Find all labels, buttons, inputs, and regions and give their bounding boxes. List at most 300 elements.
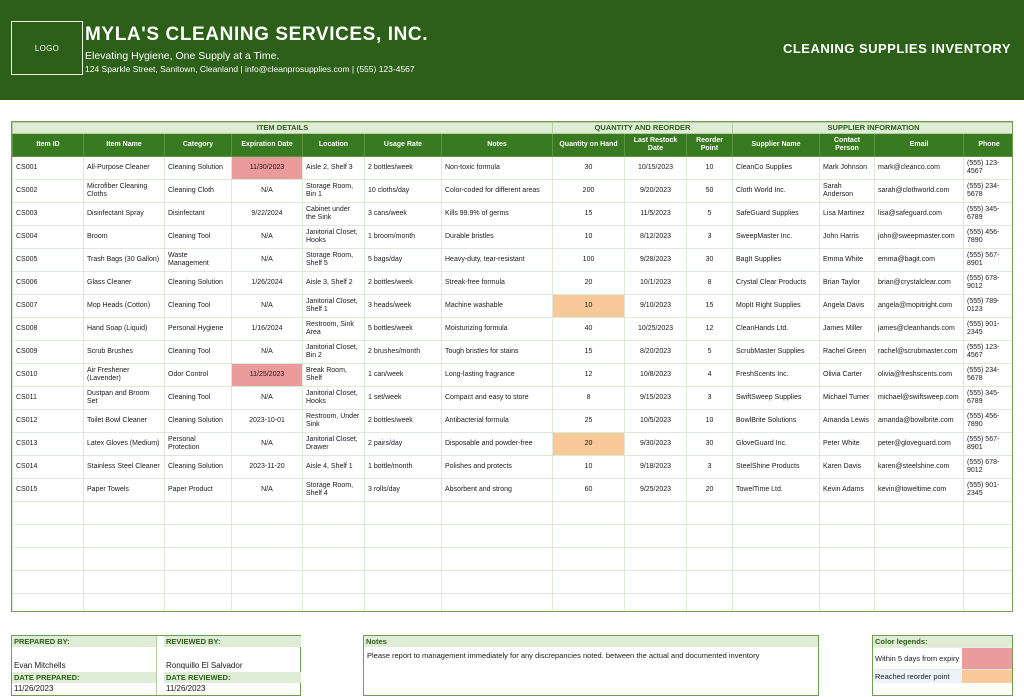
table-cell[interactable]: All-Purpose Cleaner [84, 157, 165, 180]
table-cell[interactable]: CS014 [13, 456, 84, 479]
table-cell[interactable]: SweepMaster Inc. [733, 226, 820, 249]
empty-cell[interactable] [820, 548, 875, 571]
table-cell[interactable]: Angela Davis [820, 295, 875, 318]
empty-cell[interactable] [84, 571, 165, 594]
empty-cell[interactable] [442, 502, 553, 525]
table-cell[interactable]: 25 [553, 410, 625, 433]
table-cell[interactable]: CleanHands Ltd. [733, 318, 820, 341]
column-header[interactable]: Location [303, 134, 365, 157]
table-cell[interactable]: Kills 99.9% of germs [442, 203, 553, 226]
table-cell[interactable]: Aisle 4, Shelf 1 [303, 456, 365, 479]
table-cell[interactable]: 20 [553, 433, 625, 456]
table-cell[interactable]: 4 [687, 364, 733, 387]
table-cell[interactable]: brian@crystalclear.com [875, 272, 964, 295]
table-cell[interactable]: 10 [687, 410, 733, 433]
table-cell[interactable]: (555) 345-6789 [964, 203, 1013, 226]
table-cell[interactable]: 200 [553, 180, 625, 203]
empty-cell[interactable] [875, 594, 964, 613]
empty-cell[interactable] [303, 571, 365, 594]
empty-cell[interactable] [553, 594, 625, 613]
empty-cell[interactable] [625, 502, 687, 525]
table-cell[interactable]: kevin@toweltime.com [875, 479, 964, 502]
table-cell[interactable]: angela@mopitright.com [875, 295, 964, 318]
table-cell[interactable]: 11/25/2023 [232, 364, 303, 387]
table-cell[interactable]: 9/28/2023 [625, 249, 687, 272]
empty-cell[interactable] [687, 594, 733, 613]
table-cell[interactable]: (555) 456-7890 [964, 226, 1013, 249]
table-cell[interactable]: Karen Davis [820, 456, 875, 479]
table-cell[interactable]: 11/30/2023 [232, 157, 303, 180]
table-cell[interactable]: 1 bottle/month [365, 456, 442, 479]
empty-cell[interactable] [365, 571, 442, 594]
table-cell[interactable]: 10/15/2023 [625, 157, 687, 180]
table-cell[interactable]: 20 [553, 272, 625, 295]
column-header[interactable]: Quantity on Hand [553, 134, 625, 157]
empty-cell[interactable] [442, 525, 553, 548]
table-cell[interactable]: Broom [84, 226, 165, 249]
empty-cell[interactable] [625, 525, 687, 548]
table-cell[interactable]: Break Room, Shelf [303, 364, 365, 387]
table-cell[interactable]: 3 cans/week [365, 203, 442, 226]
table-cell[interactable]: Janitorial Closet, Hooks [303, 226, 365, 249]
table-cell[interactable]: 30 [687, 249, 733, 272]
empty-cell[interactable] [733, 525, 820, 548]
table-cell[interactable]: Stainless Steel Cleaner [84, 456, 165, 479]
table-cell[interactable]: Machine washable [442, 295, 553, 318]
table-cell[interactable]: TowelTime Ltd. [733, 479, 820, 502]
table-cell[interactable]: Toilet Bowl Cleaner [84, 410, 165, 433]
empty-row[interactable] [13, 502, 1014, 525]
table-cell[interactable]: Cleaning Cloth [165, 180, 232, 203]
empty-row[interactable] [13, 594, 1014, 613]
table-cell[interactable]: karen@steelshine.com [875, 456, 964, 479]
empty-cell[interactable] [820, 502, 875, 525]
table-cell[interactable]: Disposable and powder-free [442, 433, 553, 456]
table-cell[interactable]: Cloth World Inc. [733, 180, 820, 203]
table-cell[interactable]: 5 bottles/week [365, 318, 442, 341]
table-cell[interactable]: SteelShine Products [733, 456, 820, 479]
table-cell[interactable]: John Harris [820, 226, 875, 249]
empty-cell[interactable] [165, 571, 232, 594]
column-header[interactable]: Reorder Point [687, 134, 733, 157]
column-header[interactable]: Contact Person [820, 134, 875, 157]
table-cell[interactable]: CS012 [13, 410, 84, 433]
table-cell[interactable]: CleanCo Supplies [733, 157, 820, 180]
table-cell[interactable]: Janitorial Closet, Shelf 1 [303, 295, 365, 318]
table-cell[interactable]: Dustpan and Broom Set [84, 387, 165, 410]
empty-cell[interactable] [303, 594, 365, 613]
table-cell[interactable]: N/A [232, 180, 303, 203]
empty-cell[interactable] [553, 571, 625, 594]
table-cell[interactable]: lisa@safeguard.com [875, 203, 964, 226]
table-cell[interactable]: Disinfectant Spray [84, 203, 165, 226]
column-header[interactable]: Usage Rate [365, 134, 442, 157]
table-cell[interactable]: Microfiber Cleaning Cloths [84, 180, 165, 203]
table-row[interactable] [13, 272, 1014, 295]
table-cell[interactable]: Cleaning Tool [165, 226, 232, 249]
table-cell[interactable]: emma@bagit.com [875, 249, 964, 272]
table-row[interactable] [13, 157, 1014, 180]
table-cell[interactable]: Mop Heads (Cotton) [84, 295, 165, 318]
empty-cell[interactable] [964, 571, 1013, 594]
table-cell[interactable]: ScrubMaster Supplies [733, 341, 820, 364]
table-cell[interactable]: 50 [687, 180, 733, 203]
table-cell[interactable]: Streak-free formula [442, 272, 553, 295]
table-cell[interactable]: 9/30/2023 [625, 433, 687, 456]
table-cell[interactable]: Long-lasting fragrance [442, 364, 553, 387]
empty-cell[interactable] [84, 594, 165, 613]
table-cell[interactable]: 2023-10-01 [232, 410, 303, 433]
table-cell[interactable]: 10/25/2023 [625, 318, 687, 341]
table-cell[interactable]: 1 broom/month [365, 226, 442, 249]
empty-cell[interactable] [733, 548, 820, 571]
empty-cell[interactable] [733, 571, 820, 594]
table-cell[interactable]: Color-coded for different areas [442, 180, 553, 203]
empty-cell[interactable] [964, 548, 1013, 571]
table-cell[interactable]: Latex Gloves (Medium) [84, 433, 165, 456]
table-cell[interactable]: (555) 901-2345 [964, 318, 1013, 341]
empty-cell[interactable] [687, 502, 733, 525]
table-cell[interactable]: 30 [553, 157, 625, 180]
table-cell[interactable]: Trash Bags (30 Gallon) [84, 249, 165, 272]
table-cell[interactable]: N/A [232, 249, 303, 272]
date-reviewed-value[interactable]: 11/26/2023 [166, 684, 206, 693]
empty-cell[interactable] [687, 525, 733, 548]
empty-cell[interactable] [303, 548, 365, 571]
table-cell[interactable]: N/A [232, 479, 303, 502]
table-row[interactable] [13, 203, 1014, 226]
empty-cell[interactable] [553, 525, 625, 548]
table-cell[interactable]: 1/26/2024 [232, 272, 303, 295]
table-cell[interactable]: Restroom, Under Sink [303, 410, 365, 433]
table-cell[interactable]: (555) 345-6789 [964, 387, 1013, 410]
table-cell[interactable]: 1/16/2024 [232, 318, 303, 341]
empty-cell[interactable] [875, 525, 964, 548]
table-cell[interactable]: 3 heads/week [365, 295, 442, 318]
column-header[interactable]: Supplier Name [733, 134, 820, 157]
table-cell[interactable]: john@sweepmaster.com [875, 226, 964, 249]
table-row[interactable] [13, 318, 1014, 341]
empty-cell[interactable] [442, 594, 553, 613]
table-cell[interactable]: James Miller [820, 318, 875, 341]
table-cell[interactable]: Lisa Martinez [820, 203, 875, 226]
table-cell[interactable]: 8 [687, 272, 733, 295]
table-cell[interactable]: 3 [687, 387, 733, 410]
table-cell[interactable]: Amanda Lewis [820, 410, 875, 433]
table-cell[interactable]: (555) 234-5678 [964, 180, 1013, 203]
table-cell[interactable]: rachel@scrubmaster.com [875, 341, 964, 364]
table-cell[interactable]: (555) 456-7890 [964, 410, 1013, 433]
table-cell[interactable]: 8/12/2023 [625, 226, 687, 249]
table-cell[interactable]: Crystal Clear Products [733, 272, 820, 295]
table-cell[interactable]: 3 rolls/day [365, 479, 442, 502]
table-cell[interactable]: 10 [687, 157, 733, 180]
table-cell[interactable]: Odor Control [165, 364, 232, 387]
column-header[interactable]: Expiration Date [232, 134, 303, 157]
table-cell[interactable]: Peter White [820, 433, 875, 456]
table-cell[interactable]: Janitorial Closet, Bin 2 [303, 341, 365, 364]
table-cell[interactable]: 10 [553, 226, 625, 249]
empty-cell[interactable] [232, 594, 303, 613]
table-cell[interactable]: Durable bristles [442, 226, 553, 249]
table-cell[interactable]: CS013 [13, 433, 84, 456]
table-cell[interactable]: N/A [232, 433, 303, 456]
table-cell[interactable]: 1 set/week [365, 387, 442, 410]
table-cell[interactable]: mark@cleanco.com [875, 157, 964, 180]
table-cell[interactable]: Emma White [820, 249, 875, 272]
table-cell[interactable]: Scrub Brushes [84, 341, 165, 364]
empty-cell[interactable] [13, 525, 84, 548]
empty-cell[interactable] [84, 548, 165, 571]
table-row[interactable] [13, 410, 1014, 433]
table-cell[interactable]: FreshScents Inc. [733, 364, 820, 387]
empty-cell[interactable] [964, 525, 1013, 548]
table-cell[interactable]: Personal Protection [165, 433, 232, 456]
table-cell[interactable]: peter@gloveguard.com [875, 433, 964, 456]
table-cell[interactable]: 12 [553, 364, 625, 387]
table-cell[interactable]: 2 bottles/week [365, 272, 442, 295]
table-cell[interactable]: Cleaning Solution [165, 456, 232, 479]
column-header[interactable]: Item Name [84, 134, 165, 157]
table-cell[interactable]: (555) 234-5678 [964, 364, 1013, 387]
table-cell[interactable]: (555) 789-0123 [964, 295, 1013, 318]
table-cell[interactable]: 3 [687, 456, 733, 479]
table-cell[interactable]: Non-toxic formula [442, 157, 553, 180]
table-cell[interactable]: CS006 [13, 272, 84, 295]
table-cell[interactable]: (555) 567-8901 [964, 249, 1013, 272]
table-cell[interactable]: (555) 123-4567 [964, 157, 1013, 180]
table-cell[interactable]: Rachel Green [820, 341, 875, 364]
empty-cell[interactable] [13, 571, 84, 594]
table-cell[interactable]: 5 [687, 341, 733, 364]
table-cell[interactable]: 10/8/2023 [625, 364, 687, 387]
table-cell[interactable]: Cleaning Tool [165, 295, 232, 318]
empty-cell[interactable] [733, 594, 820, 613]
table-cell[interactable]: Storage Room, Shelf 4 [303, 479, 365, 502]
table-cell[interactable]: CS002 [13, 180, 84, 203]
table-cell[interactable]: CS005 [13, 249, 84, 272]
table-cell[interactable]: Storage Room, Shelf 5 [303, 249, 365, 272]
table-cell[interactable]: Cleaning Tool [165, 387, 232, 410]
table-cell[interactable]: Absorbent and strong [442, 479, 553, 502]
empty-cell[interactable] [13, 548, 84, 571]
table-cell[interactable]: 3 [687, 226, 733, 249]
table-cell[interactable]: 10 [553, 295, 625, 318]
empty-cell[interactable] [687, 571, 733, 594]
table-cell[interactable]: CS015 [13, 479, 84, 502]
table-cell[interactable]: CS007 [13, 295, 84, 318]
empty-cell[interactable] [13, 502, 84, 525]
table-cell[interactable]: Aisle 3, Shelf 2 [303, 272, 365, 295]
table-row[interactable] [13, 479, 1014, 502]
table-cell[interactable]: michael@swiftsweep.com [875, 387, 964, 410]
table-cell[interactable]: 15 [553, 203, 625, 226]
table-cell[interactable]: 2 pairs/day [365, 433, 442, 456]
column-header[interactable]: Phone [964, 134, 1013, 157]
table-cell[interactable]: Paper Product [165, 479, 232, 502]
empty-cell[interactable] [687, 548, 733, 571]
table-cell[interactable]: Brian Taylor [820, 272, 875, 295]
table-cell[interactable]: Cleaning Solution [165, 410, 232, 433]
empty-row[interactable] [13, 548, 1014, 571]
table-cell[interactable]: (555) 567-8901 [964, 433, 1013, 456]
table-cell[interactable]: Personal Hygiene [165, 318, 232, 341]
table-cell[interactable]: Kevin Adams [820, 479, 875, 502]
empty-cell[interactable] [964, 594, 1013, 613]
table-cell[interactable]: Glass Cleaner [84, 272, 165, 295]
table-cell[interactable]: (555) 123-4567 [964, 341, 1013, 364]
table-cell[interactable]: amanda@bowlbrite.com [875, 410, 964, 433]
notes-text[interactable]: Please report to management immediately for any discrepancies noted. between the actual and documented inventory [367, 651, 760, 660]
table-cell[interactable]: 9/15/2023 [625, 387, 687, 410]
table-cell[interactable]: 2 brushes/month [365, 341, 442, 364]
table-cell[interactable]: Heavy-duty, tear-resistant [442, 249, 553, 272]
table-cell[interactable]: Air Freshener (Lavender) [84, 364, 165, 387]
table-cell[interactable]: Cleaning Solution [165, 272, 232, 295]
table-cell[interactable]: N/A [232, 295, 303, 318]
table-cell[interactable]: sarah@clothworld.com [875, 180, 964, 203]
empty-cell[interactable] [365, 594, 442, 613]
table-cell[interactable]: Tough bristles for stains [442, 341, 553, 364]
table-row[interactable] [13, 341, 1014, 364]
empty-cell[interactable] [442, 571, 553, 594]
date-prepared-value[interactable]: 11/26/2023 [14, 684, 54, 693]
empty-cell[interactable] [820, 571, 875, 594]
table-row[interactable] [13, 249, 1014, 272]
empty-cell[interactable] [232, 502, 303, 525]
table-cell[interactable]: Moisturizing formula [442, 318, 553, 341]
empty-cell[interactable] [625, 594, 687, 613]
table-cell[interactable]: (555) 678-9012 [964, 272, 1013, 295]
table-cell[interactable]: BagIt Supplies [733, 249, 820, 272]
table-cell[interactable]: Cleaning Tool [165, 341, 232, 364]
table-cell[interactable]: olivia@freshscents.com [875, 364, 964, 387]
table-cell[interactable]: 9/20/2023 [625, 180, 687, 203]
table-cell[interactable]: 9/25/2023 [625, 479, 687, 502]
table-row[interactable] [13, 364, 1014, 387]
empty-cell[interactable] [165, 548, 232, 571]
empty-row[interactable] [13, 571, 1014, 594]
empty-cell[interactable] [365, 525, 442, 548]
table-row[interactable] [13, 456, 1014, 479]
empty-cell[interactable] [365, 548, 442, 571]
table-cell[interactable]: CS004 [13, 226, 84, 249]
column-header[interactable]: Category [165, 134, 232, 157]
empty-cell[interactable] [232, 571, 303, 594]
table-row[interactable] [13, 433, 1014, 456]
table-cell[interactable]: 10 cloths/day [365, 180, 442, 203]
table-cell[interactable]: Mark Johnson [820, 157, 875, 180]
table-cell[interactable]: Paper Towels [84, 479, 165, 502]
empty-cell[interactable] [553, 502, 625, 525]
table-cell[interactable]: SafeGuard Supplies [733, 203, 820, 226]
table-cell[interactable]: 2023-11-20 [232, 456, 303, 479]
table-cell[interactable]: 15 [553, 341, 625, 364]
table-cell[interactable]: CS001 [13, 157, 84, 180]
column-header[interactable]: Email [875, 134, 964, 157]
table-cell[interactable]: Cabinet under the Sink [303, 203, 365, 226]
table-cell[interactable]: 9/10/2023 [625, 295, 687, 318]
table-cell[interactable]: N/A [232, 341, 303, 364]
empty-cell[interactable] [964, 502, 1013, 525]
table-cell[interactable]: 15 [687, 295, 733, 318]
empty-cell[interactable] [165, 594, 232, 613]
table-cell[interactable]: Janitorial Closet, Hooks [303, 387, 365, 410]
table-cell[interactable]: N/A [232, 387, 303, 410]
table-cell[interactable]: 2 bottles/week [365, 157, 442, 180]
table-cell[interactable]: (555) 901-2345 [964, 479, 1013, 502]
empty-cell[interactable] [165, 525, 232, 548]
table-cell[interactable]: SwiftSweep Supplies [733, 387, 820, 410]
empty-cell[interactable] [303, 502, 365, 525]
table-cell[interactable]: CS009 [13, 341, 84, 364]
empty-cell[interactable] [553, 548, 625, 571]
reviewed-by-name[interactable]: Ronquillo El Salvador [166, 661, 243, 670]
table-cell[interactable]: BowlBrite Solutions [733, 410, 820, 433]
table-cell[interactable]: Polishes and protects [442, 456, 553, 479]
table-cell[interactable]: (555) 678-9012 [964, 456, 1013, 479]
table-cell[interactable]: james@cleanhands.com [875, 318, 964, 341]
empty-cell[interactable] [365, 502, 442, 525]
table-cell[interactable]: Hand Soap (Liquid) [84, 318, 165, 341]
table-cell[interactable]: 5 bags/day [365, 249, 442, 272]
table-cell[interactable]: 10/1/2023 [625, 272, 687, 295]
empty-cell[interactable] [875, 502, 964, 525]
empty-cell[interactable] [442, 548, 553, 571]
table-cell[interactable]: Waste Management [165, 249, 232, 272]
table-cell[interactable]: 10/5/2023 [625, 410, 687, 433]
empty-cell[interactable] [875, 548, 964, 571]
column-header[interactable]: Item ID [13, 134, 84, 157]
table-cell[interactable]: 100 [553, 249, 625, 272]
empty-cell[interactable] [84, 502, 165, 525]
table-cell[interactable]: CS003 [13, 203, 84, 226]
table-cell[interactable]: 1 can/week [365, 364, 442, 387]
table-cell[interactable]: 60 [553, 479, 625, 502]
table-cell[interactable]: 30 [687, 433, 733, 456]
table-cell[interactable]: N/A [232, 226, 303, 249]
table-cell[interactable]: Olivia Carter [820, 364, 875, 387]
column-header[interactable]: Notes [442, 134, 553, 157]
table-cell[interactable]: 8 [553, 387, 625, 410]
column-header[interactable]: Last Restock Date [625, 134, 687, 157]
table-cell[interactable]: Antibacterial formula [442, 410, 553, 433]
empty-cell[interactable] [733, 502, 820, 525]
table-row[interactable] [13, 387, 1014, 410]
table-row[interactable] [13, 226, 1014, 249]
table-cell[interactable]: Sarah Anderson [820, 180, 875, 203]
table-cell[interactable]: Cleaning Solution [165, 157, 232, 180]
empty-row[interactable] [13, 525, 1014, 548]
table-cell[interactable]: 20 [687, 479, 733, 502]
table-cell[interactable]: CS010 [13, 364, 84, 387]
empty-cell[interactable] [232, 548, 303, 571]
table-cell[interactable]: 40 [553, 318, 625, 341]
empty-cell[interactable] [820, 594, 875, 613]
empty-cell[interactable] [84, 525, 165, 548]
table-cell[interactable]: CS011 [13, 387, 84, 410]
table-cell[interactable]: GloveGuard Inc. [733, 433, 820, 456]
table-cell[interactable]: CS008 [13, 318, 84, 341]
table-cell[interactable]: Compact and easy to store [442, 387, 553, 410]
table-cell[interactable]: MopIt Right Supplies [733, 295, 820, 318]
table-cell[interactable]: 5 [687, 203, 733, 226]
empty-cell[interactable] [303, 525, 365, 548]
empty-cell[interactable] [232, 525, 303, 548]
empty-cell[interactable] [820, 525, 875, 548]
empty-cell[interactable] [165, 502, 232, 525]
table-cell[interactable]: 9/18/2023 [625, 456, 687, 479]
